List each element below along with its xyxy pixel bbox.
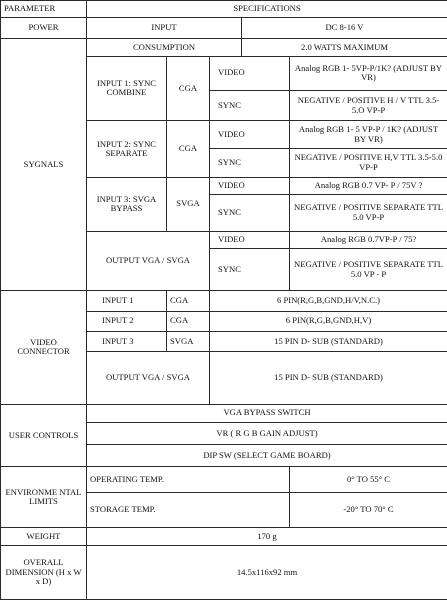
input1-type: CGA xyxy=(167,56,210,121)
user-control-item: VGA BYPASS SWITCH xyxy=(87,404,447,422)
connector-output-name: OUTPUT VGA / SVGA xyxy=(87,351,210,404)
connector-input-value: 6 PIN(R,G,B,GND,H,V) xyxy=(210,311,447,331)
input1-sync-value: NEGATIVE / POSITIVE H / V TTL 3.5- 5.O VP-P xyxy=(290,91,447,121)
input1-video-value: Analog RGB 1- 5VP-P/1K? (ADJUST BY VR) xyxy=(290,56,447,90)
input3-name: INPUT 3: SVGA BYPASS xyxy=(87,177,167,231)
connector-input-type: SVGA xyxy=(167,331,210,351)
input2-type: CGA xyxy=(167,121,210,178)
connector-input-name: INPUT 1 xyxy=(87,291,167,311)
connector-input-value: 6 PIN(R,G,B,GND,H/V,N.C.) xyxy=(210,291,447,311)
table-header-row xyxy=(1,1,447,18)
power-label: POWER xyxy=(1,18,87,39)
user-controls-label: USER CONTROLS xyxy=(1,404,87,467)
weight-value: 170 g xyxy=(87,527,447,545)
user-control-item: VR ( R G B GAIN ADJUST) xyxy=(87,422,447,444)
header-specifications: SPECIFICATIONS xyxy=(87,1,447,18)
input2-video-label: VIDEO xyxy=(210,121,290,148)
weight-label: WEIGHT xyxy=(1,527,87,545)
connector-input-name: INPUT 2 xyxy=(87,311,167,331)
input3-video-label: VIDEO xyxy=(210,177,290,194)
input2-sync-label: SYNC xyxy=(210,148,290,177)
input3-video-value: Analog RGB 0.7 VP- P / 75V ? xyxy=(290,177,447,194)
power-row xyxy=(1,18,447,39)
input3-sync-label: SYNC xyxy=(210,195,290,231)
output-name: OUTPUT VGA / SVGA xyxy=(87,231,210,291)
connector-output-value: 15 PIN D- SUB (STANDARD) xyxy=(210,351,447,404)
connector-input-type: CGA xyxy=(167,291,210,311)
consumption-label: CONSUMPTION xyxy=(87,39,242,56)
environmental-label: ENVIRONME NTAL LIMITS xyxy=(1,467,87,528)
consumption-row xyxy=(1,39,447,56)
user-control-row xyxy=(1,404,447,422)
operating-temp-value: 0° TO 55° C xyxy=(290,467,447,492)
power-input-label: INPUT xyxy=(87,18,242,39)
operating-temp-row xyxy=(1,467,447,492)
storage-temp-label: STORAGE TEMP. xyxy=(87,492,290,527)
dimension-row xyxy=(1,546,447,600)
user-control-item: DIP SW (SELECT GAME BOARD) xyxy=(87,445,447,467)
output-sync-value: NEGATIVE / POSITIVE SEPARATE TTL 5.0 VP - P xyxy=(290,248,447,290)
input2-video-value: Analog RGB 1- 5 VP-P / 1K? (ADJUST BY VR) xyxy=(290,121,447,148)
input1-sync-label: SYNC xyxy=(210,91,290,121)
connector-input-value: 15 PIN D- SUB (STANDARD) xyxy=(210,331,447,351)
connector-input-type: CGA xyxy=(167,311,210,331)
signals-label: SYGNALS xyxy=(1,39,87,291)
input3-type: SVGA xyxy=(167,177,210,231)
output-sync-label: SYNC xyxy=(210,248,290,290)
input3-sync-value: NEGATIVE / POSITIVE SEPARATE TTL 5.0 VP-P xyxy=(290,195,447,231)
input2-sync-value: NEGATIVE / POSITIVE H,V TTL 3.5-5.0 VP-P xyxy=(290,148,447,177)
input1-name: INPUT 1: SYNC COMBINE xyxy=(87,56,167,121)
output-video-label: VIDEO xyxy=(210,231,290,248)
input2-name: INPUT 2: SYNC SEPARATE xyxy=(87,121,167,178)
connector-row xyxy=(1,291,447,311)
weight-row xyxy=(1,527,447,545)
output-video-value: Analog RGB 0.7VP-P / 75? xyxy=(290,231,447,248)
connector-input-name: INPUT 3 xyxy=(87,331,167,351)
power-input-value: DC 8-16 V xyxy=(242,18,447,39)
storage-temp-value: -20° TO 70° C xyxy=(290,492,447,527)
dimension-value: 14.5x116x92 mm xyxy=(87,546,447,600)
input1-video-label: VIDEO xyxy=(210,56,290,90)
dimension-label: OVERALL DIMENSION (H x W x D) xyxy=(1,546,87,600)
video-connector-label: VIDEO CONNECTOR xyxy=(1,291,87,404)
operating-temp-label: OPERATING TEMP. xyxy=(87,467,290,492)
header-parameter: PARAMETER xyxy=(1,1,87,18)
consumption-value: 2.0 WATTS MAXIMUM xyxy=(242,39,447,56)
